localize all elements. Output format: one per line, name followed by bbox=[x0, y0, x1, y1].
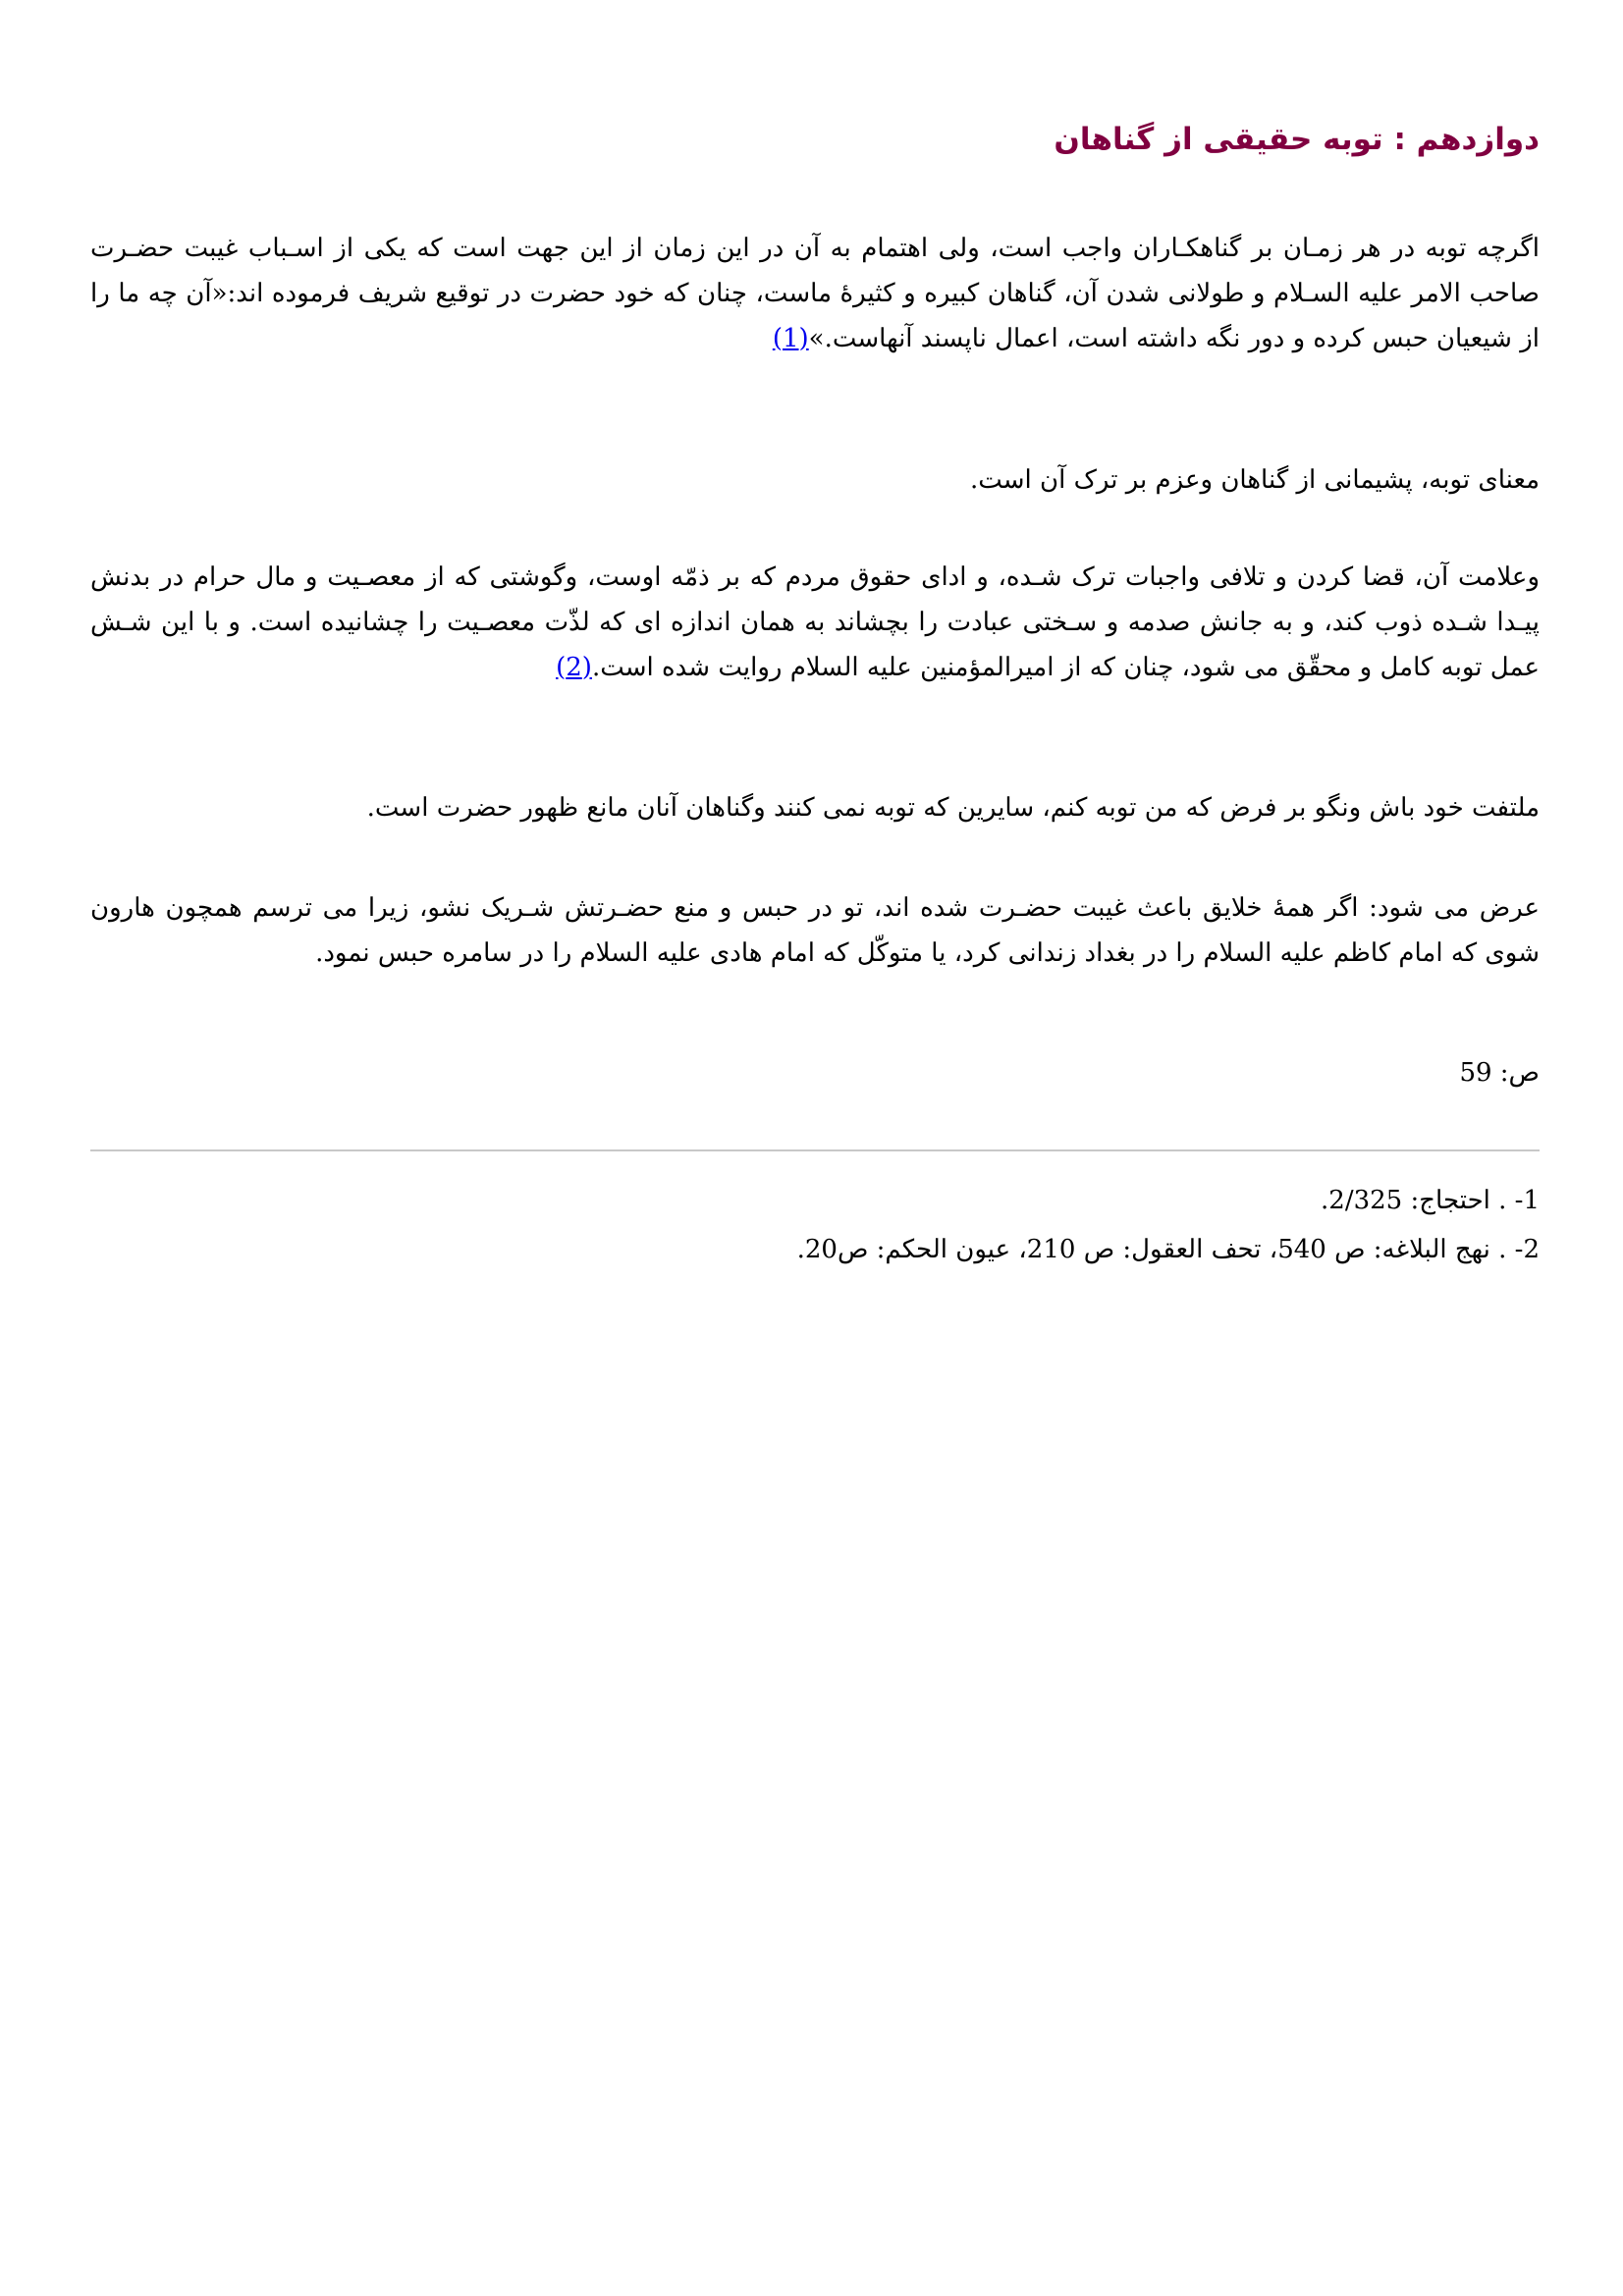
footnote-divider bbox=[90, 1149, 1540, 1151]
paragraph-3-text: وعلامت آن، قضا کردن و تلافی واجبات ترک شـده، و ادای حقوق مردم که بر ذمّه اوست، وگوشتی که از معصـیت و مال حرام در بدنش پیـدا شـده ذوب کند، و به جانش صدمه و سـختی عبادت را بچشاند به همان اندازه ای که لذّت معصـیت را چشانیده است. و با این شـش عمل توبه کامل و محقّق می شود، چنان که از امیرالمؤمنین علیه السلام روایت شده است. bbox=[90, 562, 1540, 682]
footnote-2: 2- . نهج البلاغه: ص 540، تحف العقول: ص 210، عیون الحکم: ص20. bbox=[796, 1235, 1540, 1264]
paragraph-4: ملتفت خود باش ونگو بر فرض که من توبه کنم، سایرین که توبه نمی کنند وگناهان آنان مانع ظهور حضرت است. bbox=[366, 793, 1540, 823]
footnotes-list bbox=[90, 1176, 1540, 1274]
page-number: ص: 59 bbox=[1459, 1058, 1540, 1088]
footnote-link-2[interactable]: (2) bbox=[556, 653, 592, 682]
section-heading: دوازدهم : توبه حقیقی از گناهان bbox=[1054, 122, 1540, 157]
footnote-1: 1- . احتجاج: 2/325. bbox=[1321, 1186, 1540, 1215]
paragraph-1 bbox=[90, 226, 1540, 361]
paragraph-3 bbox=[90, 555, 1540, 690]
paragraph-1-text: اگرچه توبه در هر زمـان بر گناهکـاران واجب است، ولی اهتمام به آن در این زمان از این جهت است که یکی از اسـباب غیبت حضـرت صاحب الامر علیه السـلام و طولانی شدن آن، گناهان کبیره و کثیرهٔ ماست، چنان که خود حضرت در توقیع شریف فرموده اند:«آن چه ما را از شیعیان حبس کرده و دور نگه داشته است، اعمال ناپسند آنهاست.» bbox=[90, 234, 1540, 353]
paragraph-2: معنای توبه، پشیمانی از گناهان وعزم بر ترک آن است. bbox=[969, 465, 1540, 495]
paragraph-5: عرض می شود: اگر همهٔ خلایق باعث غیبت حضـرت شده اند، تو در حبس و منع حضـرتش شـریک نشو، زیرا می ترسم همچون هارون شوی که امام کاظم علیه السلام را در بغداد زندانی کرد، یا متوکّل که امام هادی علیه السلام را در سامره حبس نمود. bbox=[90, 893, 1540, 968]
footnote-link-1[interactable]: (1) bbox=[772, 324, 809, 353]
